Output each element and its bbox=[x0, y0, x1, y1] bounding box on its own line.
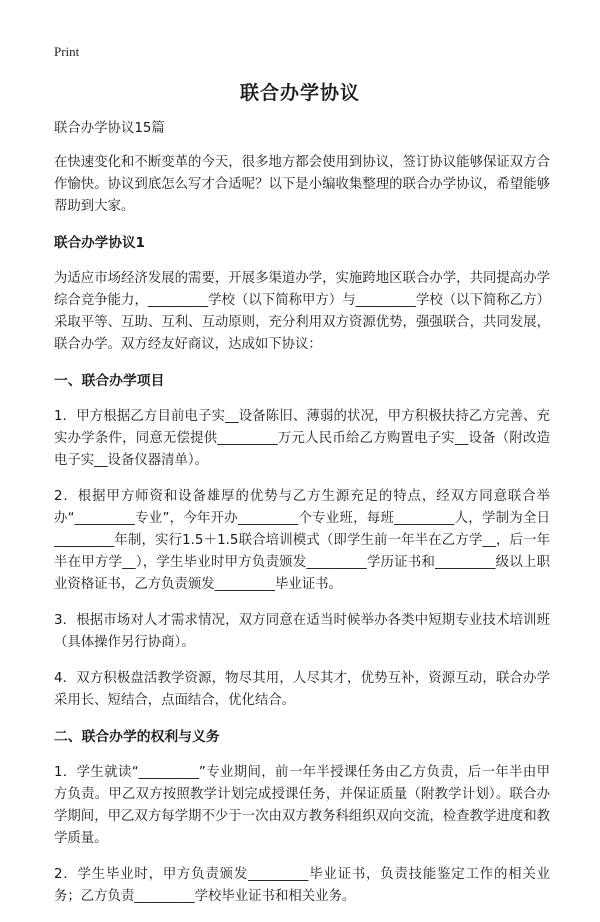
part1-heading: 一、联合办学项目 bbox=[54, 373, 165, 389]
part2-item-1: 1．学生就读“_________”专业期间，前一年半授课任务由乙方负责，后一年半由甲方负责。甲乙双方按照教学计划完成授课任务，并保证质量（附教学计划）。联合办学期间，甲乙双方每学期不少于一次由双方教务科组织双向交流，检查教学进度和教学质量。 bbox=[54, 765, 550, 846]
document-body bbox=[54, 118, 550, 922]
intro-paragraph: 在快速变化和不断变革的今天，很多地方都会使用到协议，签订协议能够保证双方合作愉快。协议到底怎么写才合适呢？以下是小编收集整理的联合办学协议，希望能够帮助到大家。 bbox=[54, 155, 550, 214]
section-heading: 联合办学协议1 bbox=[54, 235, 146, 251]
part2-item-2: 2．学生毕业时，甲方负责颁发_________毕业证书，负责技能鉴定工作的相关业务；乙方负责_________学校毕业证书和相关业务。 bbox=[54, 867, 550, 904]
preamble-paragraph: 为适应市场经济发展的需要，开展多渠道办学，实施跨地区联合办学，共同提高办学综合竞争能力，_________学校（以下简称甲方）与_________学校（以下简称乙方）采取平等、互助、互利、互动原则，充分利用双方资源优势，强强联合，共同发展，联合办学。双方经友好商议，达成如下协议： bbox=[54, 271, 550, 352]
part1-item-4: 4．双方积极盘活教学资源，物尽其用，人尽其才，优势互补，资源互动，联合办学采用长、短结合，点面结合，优化结合。 bbox=[54, 671, 550, 708]
part1-item-3: 3．根据市场对人才需求情况，双方同意在适当时候举办各类中短期专业技术培训班（具体操作另行协商）。 bbox=[54, 613, 550, 650]
part2-heading: 二、联合办学的权利与义务 bbox=[54, 729, 220, 745]
document-subtitle: 联合办学协议15篇 bbox=[54, 121, 165, 136]
part1-item-2: 2．根据甲方师资和设备雄厚的优势与乙方生源充足的特点，经双方同意联合举办“_________专业”，今年开办_________个专业班，每班_________人，学制为全日_________年制，实行1.5＋1.5联合培训模式（即学生前一年半在乙方学__，后一年半在甲方学__），学生毕业时甲方负责颁发_________学历证书和_________级以上职业资格证书，乙方负责颁发_________毕业证书。 bbox=[54, 489, 550, 592]
document-title: 联合办学协议 bbox=[239, 82, 360, 104]
print-link[interactable]: Print bbox=[54, 44, 80, 59]
part1-item-1: 1．甲方根据乙方目前电子实__设备陈旧、薄弱的状况，甲方积极扶持乙方完善、充实办学条件，同意无偿提供_________万元人民币给乙方购置电子实__设备（附改造电子实__设备仪器清单）。 bbox=[54, 409, 550, 468]
